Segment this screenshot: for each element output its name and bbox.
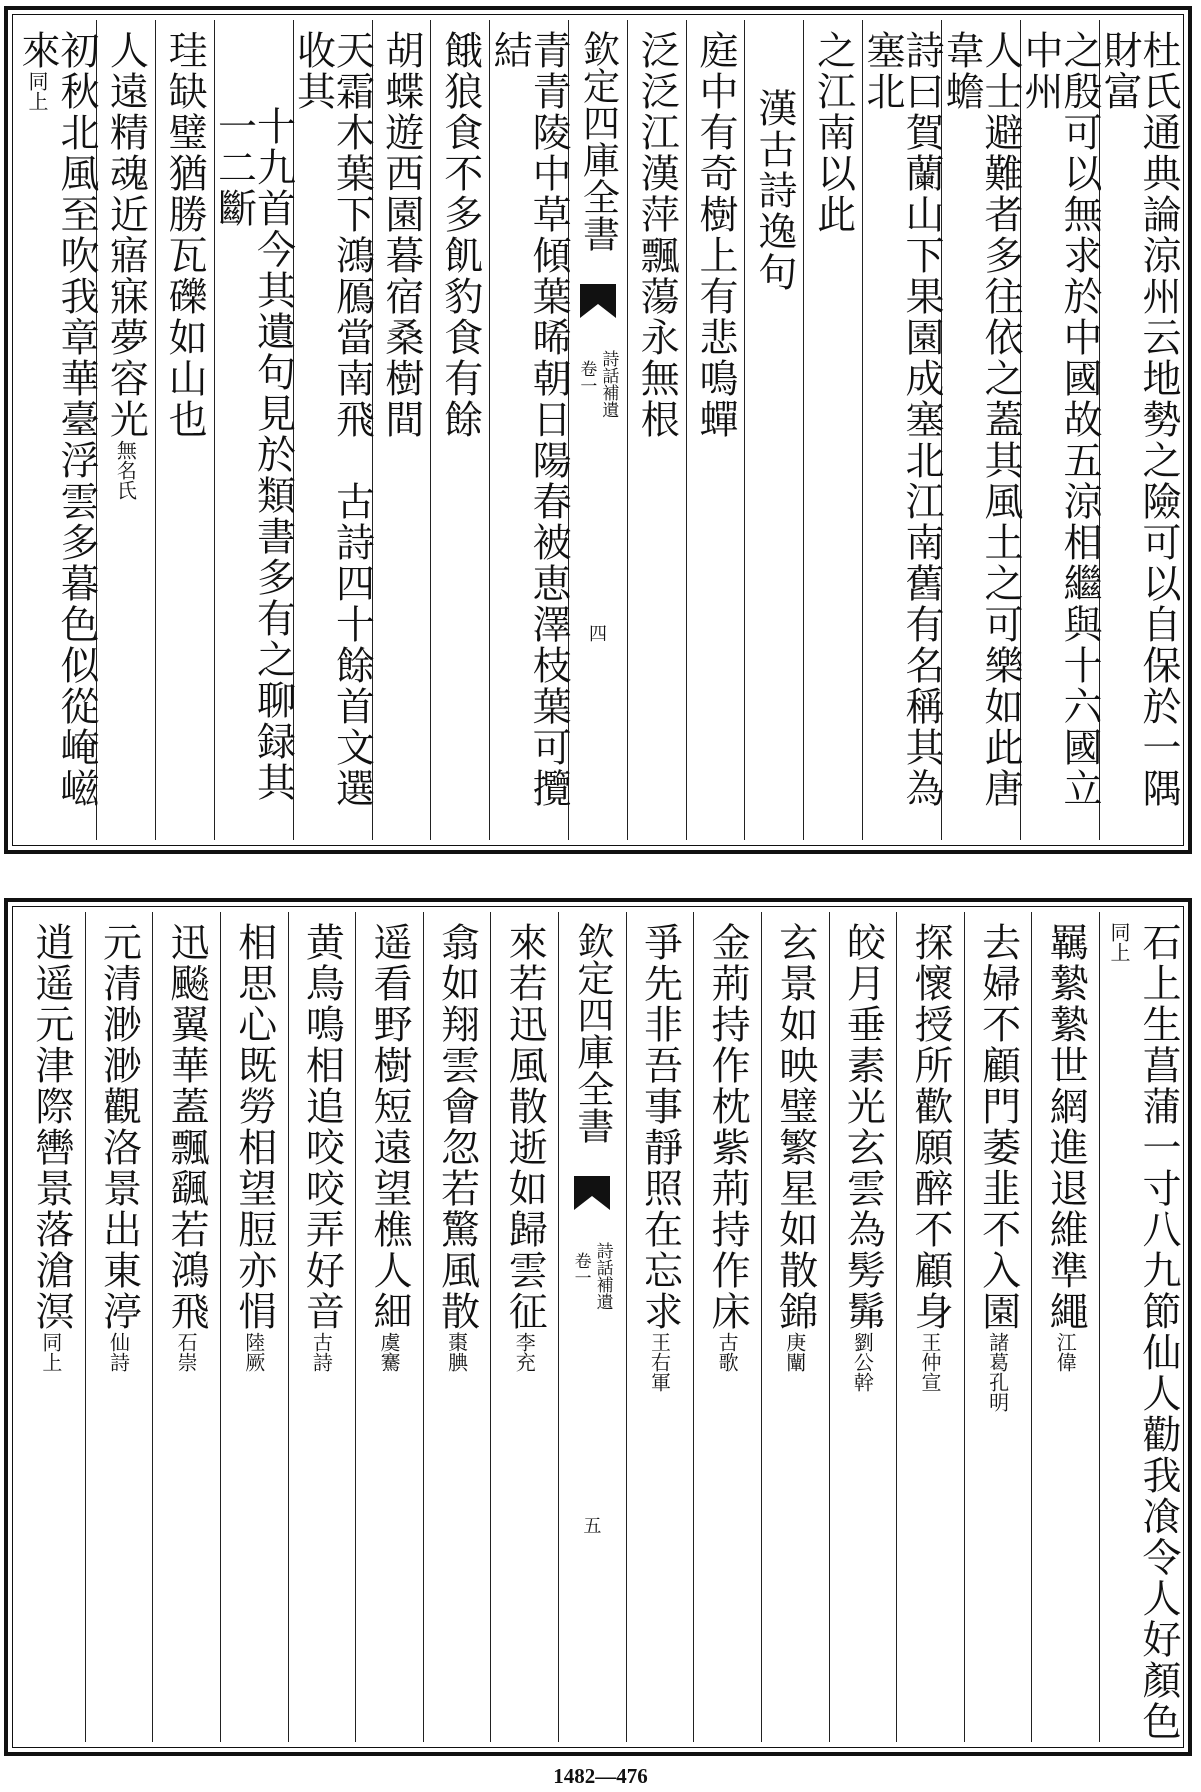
fishtail-mark-icon xyxy=(578,282,618,322)
text-column xyxy=(829,912,897,1742)
column-text xyxy=(103,20,149,500)
attribution-note: 王仲宣 xyxy=(917,1332,942,1392)
column-text xyxy=(378,20,424,440)
column-text xyxy=(211,20,296,840)
leaf-number: 五 xyxy=(583,1516,602,1537)
main-text: 十九首今其遺句見於類書多有之聊録其一二斷 xyxy=(211,106,296,803)
text-columns-upper xyxy=(14,20,1181,840)
text-column xyxy=(1018,20,1102,840)
main-text: 人士避難者多往依之蓋其風土之可樂如此唐韋蟾 xyxy=(939,30,1023,809)
main-text: 金荊持作枕紫荊持作床 xyxy=(705,922,751,1332)
main-text: 天霜木葉下鴻鴈當南飛 古詩四十餘首文選收其 xyxy=(290,30,375,809)
main-text: 漢古詩逸句 xyxy=(751,88,797,293)
column-text xyxy=(487,20,572,840)
column-text xyxy=(840,912,886,1392)
attribution-note: 無名氏 xyxy=(113,440,138,500)
attribution-note: 王右軍 xyxy=(647,1332,672,1392)
text-column xyxy=(1031,912,1099,1742)
attribution-note: 古歌 xyxy=(715,1332,740,1372)
column-text xyxy=(1097,20,1181,840)
main-text: 石上生菖蒲一寸八九節仙人勸我飡令人好顏色 xyxy=(1136,922,1181,1742)
text-column xyxy=(155,20,214,840)
text-column xyxy=(152,912,220,1742)
column-text xyxy=(96,912,142,1372)
main-text: 初秋北風至吹我章華臺浮雲多暮色似從崦嵫來 xyxy=(14,30,99,809)
attribution-note: 同上 xyxy=(38,1332,63,1372)
text-column xyxy=(693,912,761,1742)
leaf-number: 四 xyxy=(588,624,607,645)
main-text: 逍遥元津際轡景落滄溟 xyxy=(28,922,74,1332)
column-text xyxy=(28,912,74,1372)
text-column xyxy=(803,20,862,840)
column-text xyxy=(975,912,1021,1412)
main-text: 庭中有奇樹上有悲鳴蟬 xyxy=(693,30,739,440)
text-column xyxy=(288,912,356,1742)
column-text xyxy=(751,20,797,293)
column-text xyxy=(14,20,99,840)
book-title: 欽定四庫全書 xyxy=(570,922,614,1144)
text-column xyxy=(85,912,153,1742)
main-text: 之殷可以無求於中國故五涼相繼與十六國立中州 xyxy=(1018,30,1102,809)
text-columns-lower xyxy=(18,912,1181,1742)
main-text: 去婦不顧門萎韭不入園 xyxy=(975,922,1021,1332)
volume-label: 卷一 xyxy=(576,360,597,394)
column-text xyxy=(907,912,953,1392)
page-number-footer: 1482—476 xyxy=(553,1764,648,1788)
attribution-note: 江偉 xyxy=(1053,1332,1078,1372)
attribution-note: 庚闡 xyxy=(782,1332,807,1372)
column-text xyxy=(290,20,375,840)
text-column xyxy=(686,20,745,840)
main-text: 玄景如映璧繁星如散錦 xyxy=(772,922,818,1332)
column-text xyxy=(437,20,483,440)
main-text: 餓狼食不多飢豹食有餘 xyxy=(437,30,483,440)
column-text xyxy=(634,20,680,440)
main-text: 爭先非吾事靜照在忘求 xyxy=(637,922,683,1332)
main-text: 黄鳥鳴相追咬咬弄好音 xyxy=(299,922,345,1332)
text-column xyxy=(964,912,1032,1742)
attribution-note: 同上 xyxy=(24,71,49,111)
column-text xyxy=(502,912,548,1372)
attribution-note: 古詩 xyxy=(309,1332,334,1372)
column-text xyxy=(1018,20,1102,840)
text-column xyxy=(627,20,686,840)
text-column xyxy=(423,912,491,1742)
text-column xyxy=(430,20,489,840)
column-text xyxy=(1043,912,1089,1372)
text-column xyxy=(1097,20,1181,840)
column-text xyxy=(1100,912,1181,1742)
column-text xyxy=(705,912,751,1372)
attribution-note: 李充 xyxy=(512,1332,537,1372)
main-text: 翕如翔雲會忽若驚風散 xyxy=(434,922,480,1332)
main-text: 之江南以此 xyxy=(810,30,856,235)
column-text xyxy=(939,20,1023,840)
column-text xyxy=(860,20,944,840)
attribution-note: 陸厥 xyxy=(241,1332,266,1372)
text-column xyxy=(744,20,803,840)
main-text: 胡蝶遊西園暮宿桑樹間 xyxy=(378,30,424,440)
text-column xyxy=(939,20,1023,840)
main-text: 元清渺渺觀洛景出東渟 xyxy=(96,922,142,1332)
text-column xyxy=(860,20,944,840)
column-text xyxy=(299,912,345,1372)
main-text: 人遠精魂近寤寐夢容光 xyxy=(103,30,149,440)
center-fold-column xyxy=(568,20,627,840)
attribution-note: 仙詩 xyxy=(106,1332,131,1372)
text-column xyxy=(372,20,431,840)
column-text xyxy=(162,20,208,440)
main-text: 詩曰賀蘭山下果園成塞北江南舊有名稱其為塞北 xyxy=(860,30,944,809)
text-column xyxy=(355,912,423,1742)
book-subtitle: 詩話補遺 xyxy=(592,1242,613,1310)
text-column xyxy=(896,912,964,1742)
main-text: 遥看野樹短遠望樵人細 xyxy=(366,922,412,1332)
text-column xyxy=(1099,912,1181,1742)
text-column xyxy=(487,20,572,840)
text-column xyxy=(211,20,296,840)
main-text: 迅飈翼華蓋飄颻若鴻飛 xyxy=(164,922,210,1332)
fishtail-mark-icon xyxy=(572,1174,612,1214)
main-text: 珪缺璧猶勝瓦礫如山也 xyxy=(162,30,208,440)
book-subtitle: 詩話補遺 xyxy=(598,350,619,418)
attribution-note: 虞騫 xyxy=(376,1332,401,1372)
text-column xyxy=(761,912,829,1742)
attribution-note: 同上 xyxy=(1107,922,1131,962)
center-fold-column xyxy=(558,912,626,1742)
volume-label: 卷一 xyxy=(570,1252,591,1286)
column-text xyxy=(810,20,856,235)
column-text xyxy=(231,912,277,1372)
column-text xyxy=(693,20,739,440)
text-column xyxy=(490,912,558,1742)
page-panel-lower xyxy=(4,898,1192,1756)
column-text xyxy=(637,912,683,1392)
text-column xyxy=(14,20,99,840)
column-text xyxy=(772,912,818,1372)
main-text: 相思心既勞相望脰亦悁 xyxy=(231,922,277,1332)
main-text: 青青陵中草傾葉晞朝日陽春被恵澤枝葉可攬結 xyxy=(487,30,572,809)
attribution-note: 諸葛孔明 xyxy=(985,1332,1010,1412)
main-text: 皎月垂素光玄雲為髣髴 xyxy=(840,922,886,1332)
text-column xyxy=(220,912,288,1742)
text-column xyxy=(290,20,375,840)
main-text: 杜氏通典論涼州云地勢之險可以自保於一隅財富 xyxy=(1097,30,1181,809)
text-column xyxy=(18,912,85,1742)
book-title: 欽定四庫全書 xyxy=(576,30,620,252)
attribution-note: 石崇 xyxy=(174,1332,199,1372)
main-text: 羈縶縶世網進退維準繩 xyxy=(1043,922,1089,1332)
attribution-note: 劉公幹 xyxy=(850,1332,875,1392)
page-panel-upper xyxy=(4,6,1192,854)
attribution-note: 棗腆 xyxy=(444,1332,469,1372)
text-column xyxy=(626,912,694,1742)
main-text: 泛泛江漢萍飄蕩永無根 xyxy=(634,30,680,440)
column-text xyxy=(164,912,210,1372)
main-text: 探懷授所歡願醉不顧身 xyxy=(907,922,953,1332)
column-text xyxy=(434,912,480,1372)
text-column xyxy=(96,20,155,840)
main-text: 來若迅風散逝如歸雲征 xyxy=(502,922,548,1332)
column-text xyxy=(366,912,412,1372)
